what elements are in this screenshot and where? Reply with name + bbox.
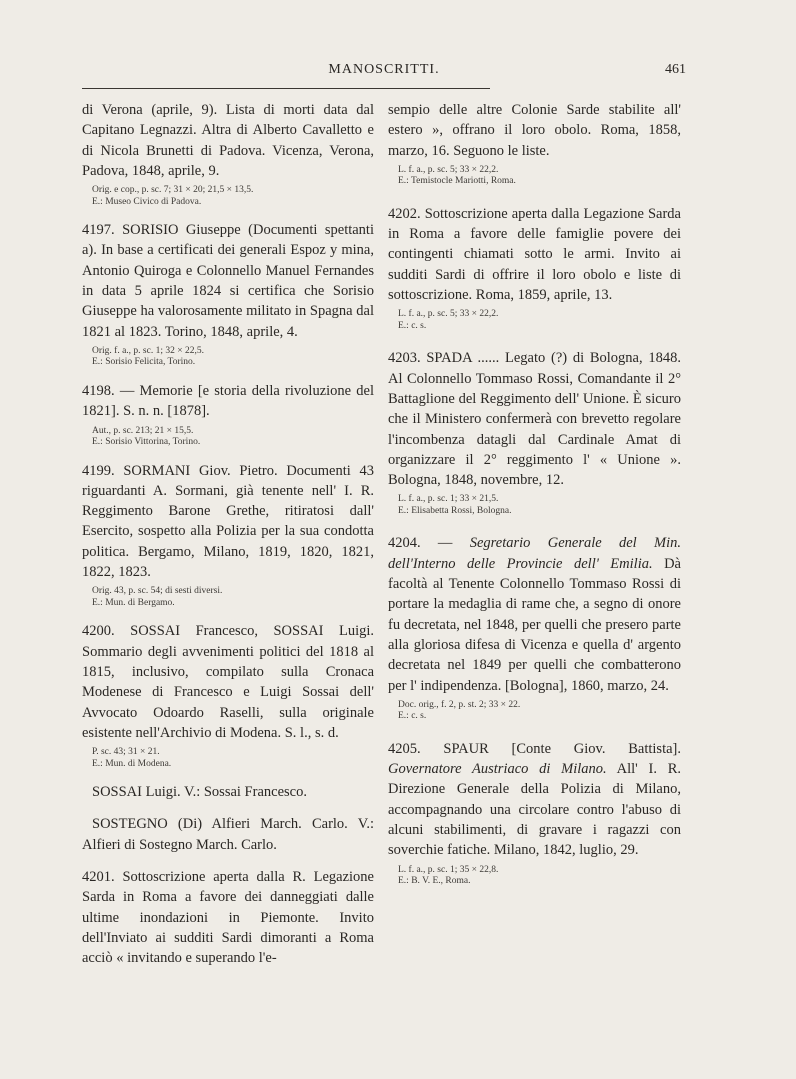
entry-note xyxy=(398,309,681,332)
note-line: E.: c. s. xyxy=(398,711,427,722)
note-line: E.: Sorisio Felicita, Torino. xyxy=(92,357,196,368)
entry-4199: 4199. SORMANI Giov. Pietro. Documenti 43 riguardanti A. Sormani, già tenente nell' I. R. Reggimento Barone Grethe, ritiratosi dall' Esercito, sospetto alla Polizia per la sua condotta politica. Bergamo, Milano, 1819, 1820, 1821, 1822, 1823. xyxy=(82,462,374,581)
page-number: 461 xyxy=(665,62,686,77)
page-title: MANOSCRITTI. xyxy=(328,62,440,77)
note-line: Aut., p. sc. 213; 21 × 15,5. xyxy=(92,425,194,436)
note-line: Orig. 43, p. sc. 54; di sesti diversi. xyxy=(92,586,223,597)
entry-note xyxy=(398,494,681,517)
entry-number: 4204. — xyxy=(388,535,470,552)
entry-4205 xyxy=(388,739,681,861)
note-line: E.: c. s. xyxy=(398,320,427,331)
note-line: Orig. f. a., p. sc. 1; 32 × 22,5. xyxy=(92,345,204,356)
cross-reference: SOSTEGNO (Di) Alfieri March. Carlo. V.: Alfieri di Sostegno March. Carlo. xyxy=(82,816,374,853)
left-column xyxy=(82,100,374,969)
entry-continuation: sempio delle altre Colonie Sarde stabilite all' estero », offrano il loro obolo. Roma, 1858, marzo, 16. Seguono le liste. xyxy=(388,102,681,159)
entry-title: Governatore Austriaco di Milano. xyxy=(388,761,607,778)
entry-title: Segretario Generale del Min. dell'Interno delle Provincie dell' Emilia. xyxy=(388,535,682,572)
note-line: E.: B. V. E., Roma. xyxy=(398,876,471,887)
note-line: P. sc. 43; 31 × 21. xyxy=(92,747,160,758)
note-line: E.: Elisabetta Rossi, Bologna. xyxy=(398,505,512,516)
entry-4201: 4201. Sottoscrizione aperta dalla R. Legazione Sarda in Roma a favore dei danneggiati dalle ultime inondazioni in Piemonte. Invito dell'Inviato ai sudditi Sardi dimoranti a Roma acciò « invitando e superando l'e- xyxy=(82,869,374,967)
entry-note xyxy=(92,586,374,609)
header-rule xyxy=(82,88,490,89)
entry-note xyxy=(398,165,681,188)
entry-body: All' I. R. Direzione Generale della Polizia di Milano, accompagnando una circolare contro l'abuso di alcuni stabilimenti, di gravare i ragazzi con soverchie fatiche. Milano, 1842, luglio, 29. xyxy=(388,761,681,859)
entry-body: Dà facoltà al Tenente Colonnello Tommaso Rossi di portare la medaglia di rame che, a segno di onore fu decretata, nel 1848, per quelli che presero parte alla gloriosa difesa di Vicenza e quella d' argento decretata nel 1849 per quelli che combatterono per l' indipendenza. [Bologna], 1860, marzo, 24. xyxy=(388,555,681,694)
entry-note xyxy=(398,700,681,723)
entry-note xyxy=(92,747,374,770)
entry-4202: 4202. Sottoscrizione aperta dalla Legazione Sarda in Roma a favore delle famiglie povere dei contingenti chiamati sotto le armi. Invito ai sudditi Sardi di offrire il loro obolo e liste di sottoscrizione. Roma, 1859, aprile, 13. xyxy=(388,205,681,304)
note-line: L. f. a., p. sc. 1; 33 × 21,5. xyxy=(398,494,499,505)
note-line: E.: Temistocle Mariotti, Roma. xyxy=(398,176,516,187)
entry-number: 4205. SPAUR [Conte Giov. Battista]. xyxy=(388,740,681,757)
note-line: L. f. a., p. sc. 5; 33 × 22,2. xyxy=(398,309,499,320)
entry-note xyxy=(92,426,374,449)
note-line: E.: Mun. di Modena. xyxy=(92,758,172,769)
note-line: Orig. e cop., p. sc. 7; 31 × 20; 21,5 × 13,5. xyxy=(92,185,254,196)
entry-4203: 4203. SPADA ...... Legato (?) di Bologna, 1848. Al Colonnello Tommaso Rossi, Comandante il 2° Battaglione del Reggimento dell' Unione. È sicuro che il Ministero confermerà con brevetto regolare l'incombenza datagli dal Cardinale Amat di organizzare il 2° reggimento l' « Unione ». Bologna, 1848, novembre, 12. xyxy=(388,350,681,489)
entry-continuation: di Verona (aprile, 9). Lista di morti data dal Capitano Legnazzi. Altra di Alberto Cavalletto e di Nicola Brunetti di Padova. Vicenza, Verona, Padova, 1848, aprile, 9. xyxy=(82,102,374,179)
cross-reference: SOSSAI Luigi. V.: Sossai Francesco. xyxy=(92,784,307,801)
entry-note xyxy=(92,346,374,369)
entry-4200: 4200. SOSSAI Francesco, SOSSAI Luigi. Sommario degli avvenimenti politici del 1818 al 1815, inclusivo, compilato sulla Cronaca Modenese di Francesco e Luigi Sossai dell' Avvocato Odoardo Raselli, sulla originale esistente nell'Archivio di Modena. S. l., s. d. xyxy=(82,623,374,741)
entry-note xyxy=(398,865,681,888)
running-header xyxy=(82,62,686,84)
entry-note xyxy=(92,185,374,208)
note-line: Doc. orig., f. 2, p. st. 2; 33 × 22. xyxy=(398,699,521,710)
right-column xyxy=(388,100,681,888)
entry-4198: 4198. — Memorie [e storia della rivoluzione del 1821]. S. n. n. [1878]. xyxy=(82,382,374,420)
note-line: E.: Sorisio Vittorina, Torino. xyxy=(92,437,201,448)
note-line: E.: Museo Civico di Padova. xyxy=(92,196,202,207)
note-line: L. f. a., p. sc. 1; 35 × 22,8. xyxy=(398,864,499,875)
entry-4197: 4197. SORISIO Giuseppe (Documenti spettanti a). In base a certificati dei generali Espoz y mina, Antonio Quiroga e Colonnello Manuel Fernandes in data 5 aprile 1824 si certifica che Sorisio Giuseppe ha valorosamente militato in Spagna dal 1821 al 1823. Torino, 1848, aprile, 4. xyxy=(82,222,374,340)
note-line: L. f. a., p. sc. 5; 33 × 22,2. xyxy=(398,164,499,175)
entry-4204 xyxy=(388,533,681,695)
note-line: E.: Mun. di Bergamo. xyxy=(92,597,175,608)
